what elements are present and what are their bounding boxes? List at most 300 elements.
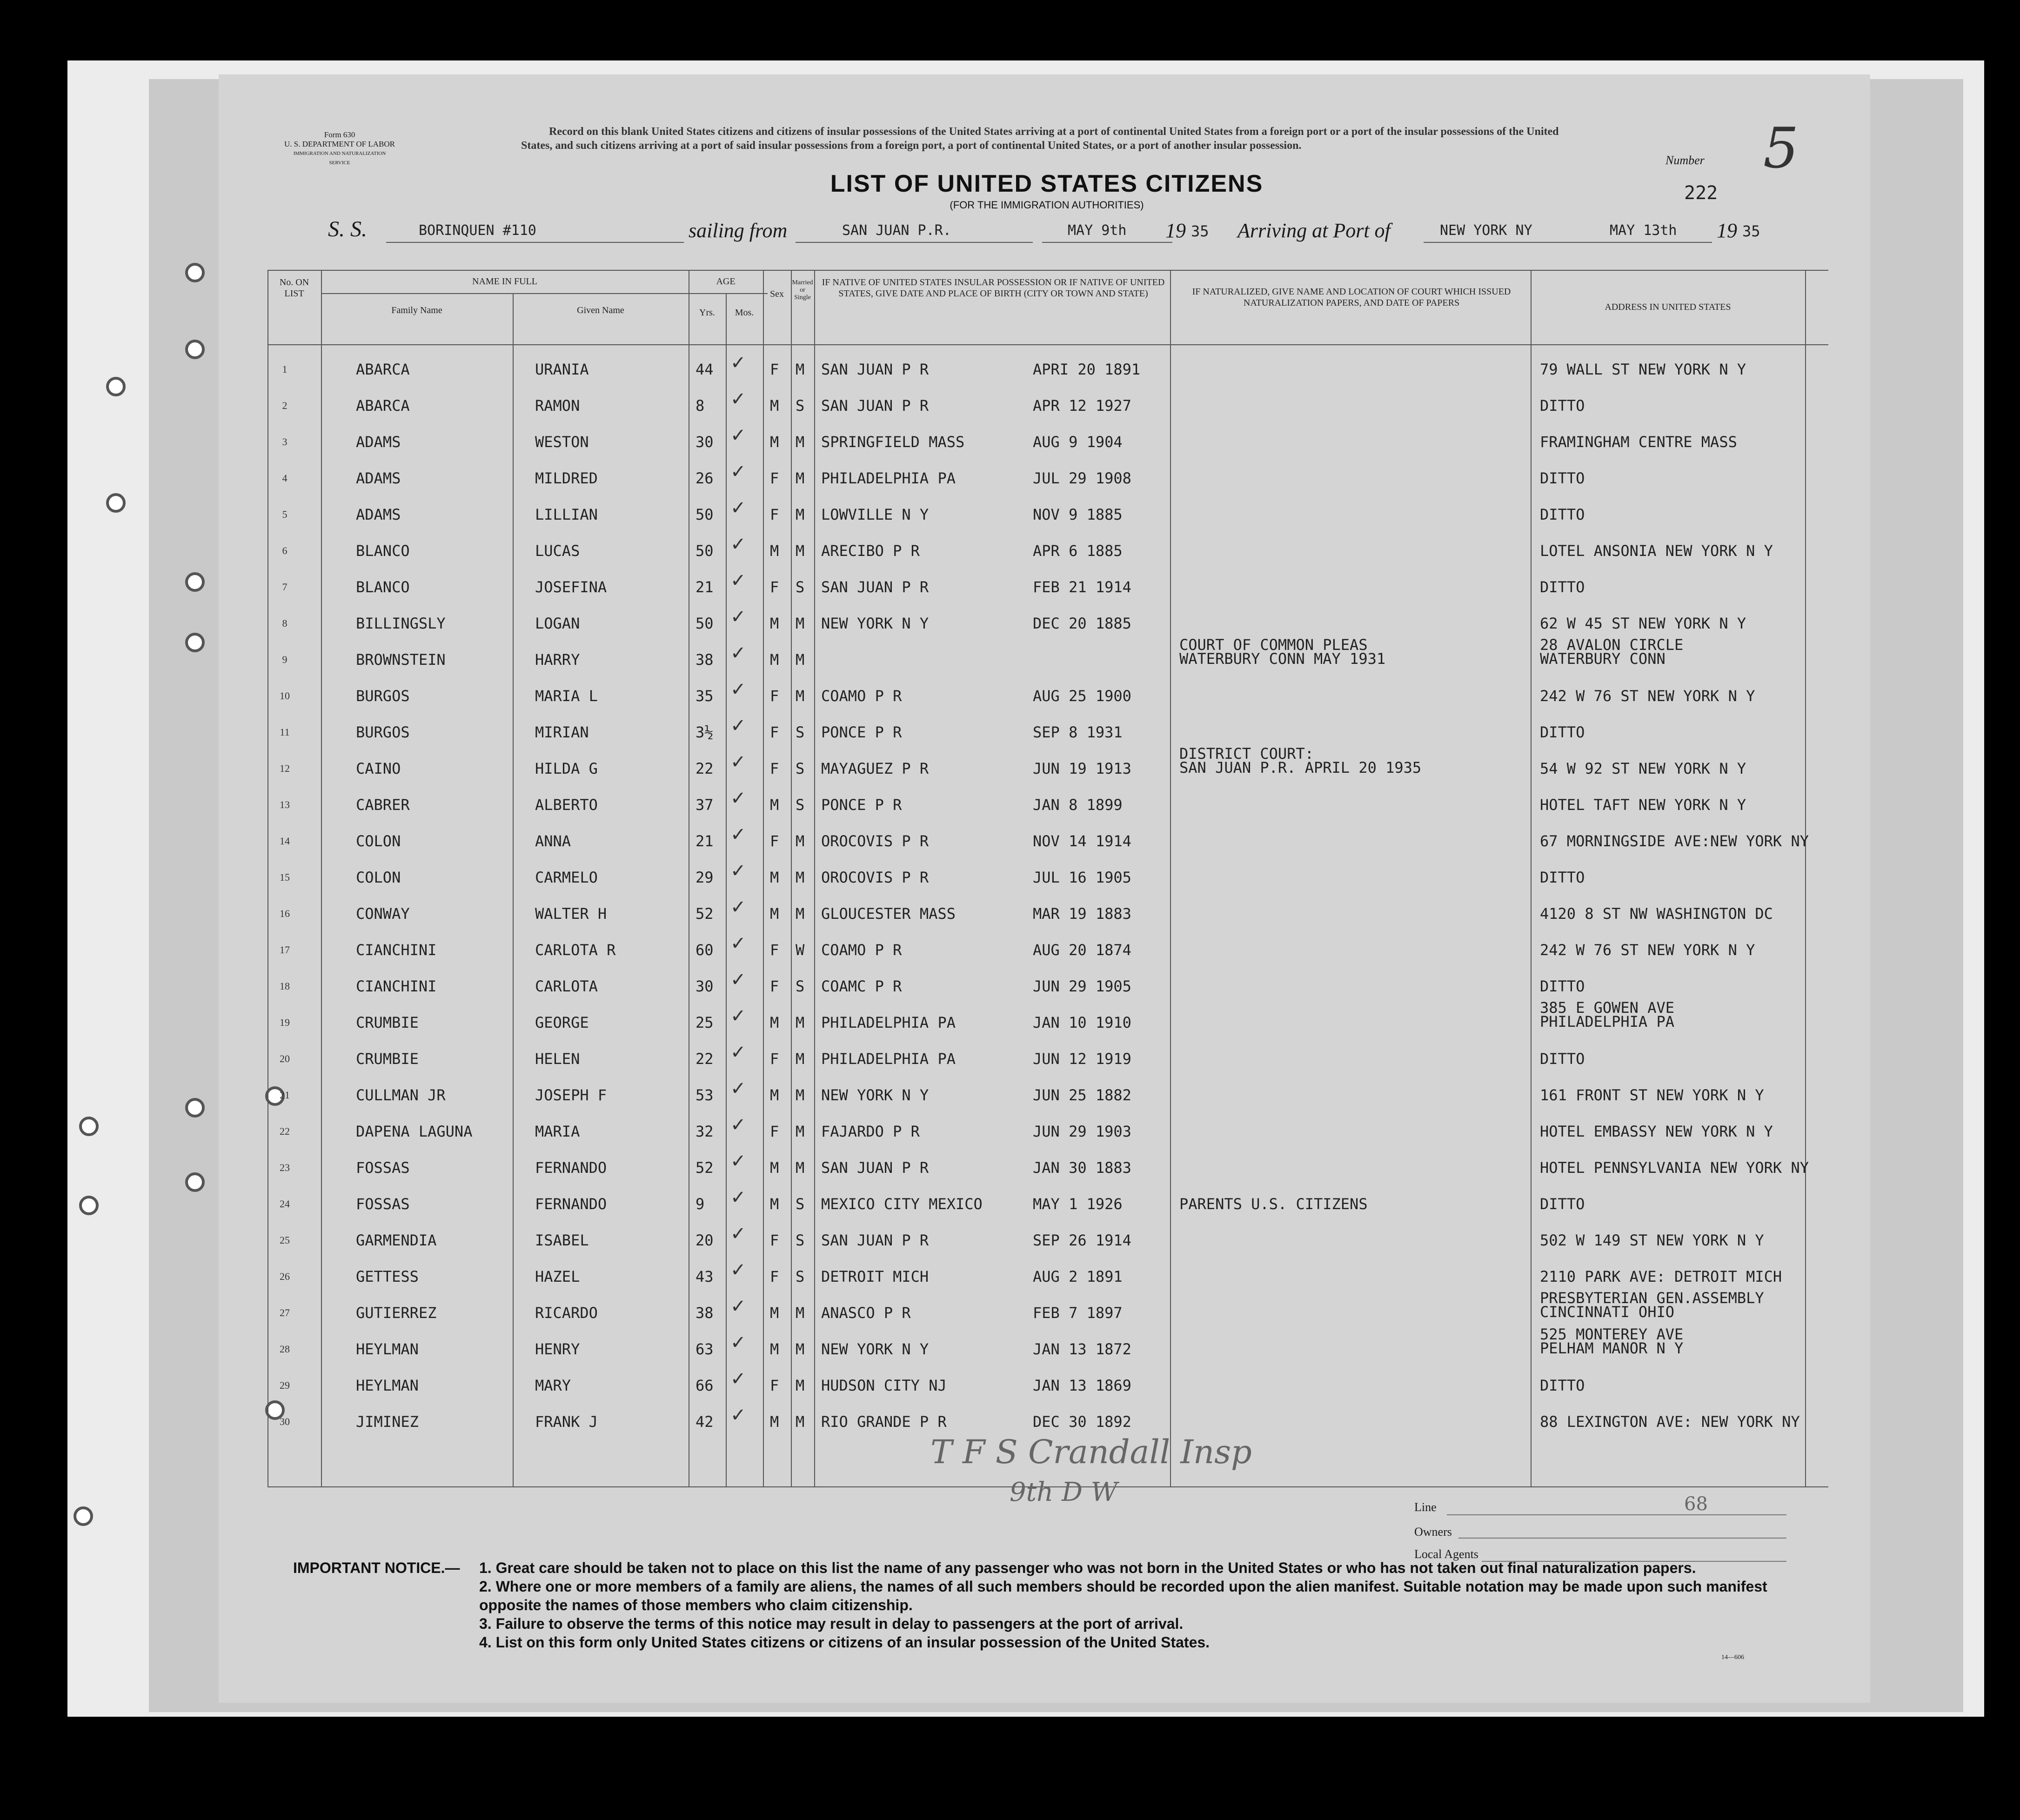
form-service: IMMIGRATION AND NATURALIZATION SERVICE [293, 151, 386, 166]
cell-family: ABARCA [356, 361, 410, 378]
cell-family: ADAMS [356, 433, 401, 451]
cell-date: JUN 29 1903 [1033, 1123, 1131, 1140]
cell-place: PONCE P R [821, 796, 902, 814]
cell-nat: DISTRICT COURT: [1179, 745, 1314, 763]
cell-ms: M [796, 687, 805, 705]
header-given-name: Given Name [577, 305, 624, 315]
cell-sex: F [770, 832, 779, 850]
form-number: Form 630 [324, 130, 355, 139]
notice-item: 2. Where one or more members of a family are aliens, the names of all such members should be recorded upon the alien manifest. Suitable notation may be made upon such manifest opposite the names of those members who claim citizenship. [479, 1578, 1767, 1613]
cell-ms: M [796, 469, 805, 487]
check-mark-icon: ✓ [730, 1223, 746, 1245]
cell-addr: DITTO [1540, 397, 1585, 415]
check-mark-icon: ✓ [730, 425, 746, 446]
row-number: 23 [280, 1162, 290, 1173]
header-yrs: Yrs. [699, 308, 715, 318]
cell-given: GEORGE [535, 1014, 589, 1031]
cell-place: NEW YORK N Y [821, 1086, 929, 1104]
cell-nat: COURT OF COMMON PLEAS [1179, 636, 1368, 654]
cell-sex: M [770, 651, 779, 669]
cell-addr: HOTEL EMBASSY NEW YORK N Y [1540, 1123, 1773, 1140]
cell-family: ADAMS [356, 469, 401, 487]
cell-family: CAINO [356, 760, 401, 777]
cell-sex: M [770, 1014, 779, 1031]
cell-place: PONCE P R [821, 723, 902, 741]
cell-place: MAYAGUEZ P R [821, 760, 929, 777]
cell-sex: F [770, 687, 779, 705]
cell-addr: 67 MORNINGSIDE AVE:NEW YORK NY [1540, 832, 1809, 850]
line-value: 68 [1684, 1493, 1708, 1515]
check-mark-icon: ✓ [730, 461, 746, 482]
cell-date: JAN 8 1899 [1033, 796, 1123, 814]
cell-sex: M [770, 615, 779, 632]
cell-given: HAZEL [535, 1268, 580, 1285]
cell-date: AUG 20 1874 [1033, 941, 1131, 959]
cell-given: WESTON [535, 433, 589, 451]
cell-given: CARLOTA [535, 977, 598, 995]
check-mark-icon: ✓ [730, 1078, 746, 1099]
cell-given: ANNA [535, 832, 571, 850]
cell-addr: 88 LEXINGTON AVE: NEW YORK NY [1540, 1413, 1800, 1431]
cell-sex: F [770, 1377, 779, 1394]
check-mark-icon: ✓ [730, 751, 746, 773]
cell-place: ANASCO P R [821, 1304, 911, 1322]
cell-addr: 54 W 92 ST NEW YORK N Y [1540, 760, 1746, 777]
cell-age: 37 [696, 796, 714, 814]
cell-addr: PRESBYTERIAN GEN.ASSEMBLY [1540, 1289, 1764, 1307]
cell-date: AUG 25 1900 [1033, 687, 1131, 705]
cell-sex: M [770, 397, 779, 415]
check-mark-icon: ✓ [730, 352, 746, 374]
binder-hole-icon [185, 340, 205, 359]
number-handwritten: 5 [1763, 116, 1799, 181]
check-mark-icon: ✓ [730, 933, 746, 954]
cell-age: 50 [696, 615, 714, 632]
row-number: 16 [280, 908, 290, 919]
cell-date: NOV 14 1914 [1033, 832, 1131, 850]
ship-name: BORINQUEN #110 [419, 222, 536, 239]
agents-label: Local Agents [1414, 1547, 1478, 1561]
cell-age: 52 [696, 905, 714, 923]
number-stamp: 222 [1684, 182, 1718, 204]
binder-hole-icon [185, 1098, 205, 1117]
arrival-port: NEW YORK NY [1440, 222, 1532, 239]
cell-place: SAN JUAN P R [821, 1159, 929, 1177]
cell-ms: S [796, 578, 805, 596]
cell-addr: 62 W 45 ST NEW YORK N Y [1540, 615, 1746, 632]
cell-family: BILLINGSLY [356, 615, 446, 632]
check-mark-icon: ✓ [730, 897, 746, 918]
cell-date: AUG 9 1904 [1033, 433, 1123, 451]
cell-sex: M [770, 796, 779, 814]
cell-date: JUN 19 1913 [1033, 760, 1131, 777]
header-sex: Sex [770, 289, 784, 299]
sailing-label: sailing from [689, 219, 788, 242]
record-instructions: Record on this blank United States citizens and citizens of insular possessions of the United States arriving at a port of continental United States from a foreign port or a port of the insular possessions of the United States, and such citizens arriving at a port of said insular possessions from a foreign port, a port of continental United States, or a port of another insular possession. [521, 126, 1559, 152]
cell-ms: M [796, 1086, 805, 1104]
cell-family: CIANCHINI [356, 941, 437, 959]
header-name-in-full: NAME IN FULL [472, 276, 537, 287]
row-number: 12 [280, 763, 290, 774]
check-mark-icon: ✓ [730, 1405, 746, 1426]
header-family-name: Family Name [391, 305, 442, 315]
check-mark-icon: ✓ [730, 1151, 746, 1172]
check-mark-icon: ✓ [730, 388, 746, 410]
cell-ms: S [796, 397, 805, 415]
cell-age: 26 [696, 469, 714, 487]
cell-sex: M [770, 1086, 779, 1104]
cell-given: MILDRED [535, 469, 598, 487]
row-number: 21 [280, 1089, 290, 1101]
check-mark-icon: ✓ [730, 1114, 746, 1136]
cell-date: DEC 30 1892 [1033, 1413, 1131, 1431]
cell-ms: S [796, 723, 805, 741]
row-number: 29 [280, 1379, 290, 1391]
cell-addr: DITTO [1540, 506, 1585, 523]
cell-ms: M [796, 615, 805, 632]
cell-given: JOSEPH F [535, 1086, 607, 1104]
cell-ms: M [796, 1159, 805, 1177]
cell-nat: PARENTS U.S. CITIZENS [1179, 1195, 1368, 1213]
cell-date: FEB 21 1914 [1033, 578, 1131, 596]
cell-place: LOWVILLE N Y [821, 506, 929, 523]
cell-date: JUL 16 1905 [1033, 869, 1131, 886]
cell-ms: S [796, 760, 805, 777]
cell-sex: M [770, 1304, 779, 1322]
cell-age: 42 [696, 1413, 714, 1431]
cell-sex: M [770, 905, 779, 923]
cell-place: SAN JUAN P R [821, 1231, 929, 1249]
check-mark-icon: ✓ [730, 606, 746, 628]
row-number: 1 [282, 363, 288, 375]
row-number: 5 [282, 509, 288, 520]
cell-sex: M [770, 1159, 779, 1177]
cell-given: HENRY [535, 1340, 580, 1358]
cell-sex: F [770, 760, 779, 777]
cell-addr: DITTO [1540, 1195, 1585, 1213]
row-number: 2 [282, 400, 288, 411]
cell-sex: F [770, 1050, 779, 1068]
cell-ms: M [796, 433, 805, 451]
cell-age: 21 [696, 578, 714, 596]
inspector-district: 9th D W [1010, 1477, 1118, 1507]
cell-given: FRANK J [535, 1413, 598, 1431]
cell-sex: F [770, 1268, 779, 1285]
cell-given: MARY [535, 1377, 571, 1394]
header-no: No. ON LIST [279, 277, 309, 299]
cell-family: COLON [356, 832, 401, 850]
cell-addr: 2110 PARK AVE: DETROIT MICH [1540, 1268, 1782, 1285]
cell-age: 38 [696, 1304, 714, 1322]
row-number: 28 [280, 1343, 290, 1355]
row-number: 22 [280, 1125, 290, 1137]
cell-addr: DITTO [1540, 977, 1585, 995]
cell-addr: 242 W 76 ST NEW YORK N Y [1540, 687, 1755, 705]
cell-family: CULLMAN JR [356, 1086, 446, 1104]
cell-age: 35 [696, 687, 714, 705]
cell-given: MARIA [535, 1123, 580, 1140]
check-mark-icon: ✓ [730, 534, 746, 555]
cell-age: 43 [696, 1268, 714, 1285]
cell-family: CABRER [356, 796, 410, 814]
row-number: 8 [282, 617, 288, 629]
cell-date: JUN 12 1919 [1033, 1050, 1131, 1068]
check-mark-icon: ✓ [730, 788, 746, 809]
cell-family: HEYLMAN [356, 1340, 419, 1358]
cell-nat-line2: WATERBURY CONN MAY 1931 [1179, 650, 1386, 668]
cell-given: LUCAS [535, 542, 580, 560]
sailing-from: SAN JUAN P.R. [842, 222, 951, 239]
cell-given: LOGAN [535, 615, 580, 632]
cell-addr-line2: WATERBURY CONN [1540, 650, 1665, 668]
cell-sex: M [770, 1340, 779, 1358]
row-number: 27 [280, 1307, 290, 1318]
cell-family: ADAMS [356, 506, 401, 523]
cell-sex: M [770, 869, 779, 886]
cell-date: SEP 26 1914 [1033, 1231, 1131, 1249]
cell-ms: M [796, 905, 805, 923]
notice-list [479, 1559, 1796, 1652]
cell-ms: S [796, 1268, 805, 1285]
cell-date: MAR 19 1883 [1033, 905, 1131, 923]
cell-age: 22 [696, 760, 714, 777]
cell-family: JIMINEZ [356, 1413, 419, 1431]
year-prefix-2: 19 [1717, 219, 1737, 242]
cell-age: 50 [696, 542, 714, 560]
cell-place: PHILADELPHIA PA [821, 1014, 956, 1031]
binder-hole-icon [185, 263, 205, 282]
check-mark-icon: ✓ [730, 969, 746, 990]
cell-sex: F [770, 723, 779, 741]
cell-addr: HOTEL TAFT NEW YORK N Y [1540, 796, 1746, 814]
row-number: 11 [280, 726, 290, 738]
cell-place: RIO GRANDE P R [821, 1413, 947, 1431]
check-mark-icon: ✓ [730, 679, 746, 700]
cell-age: 66 [696, 1377, 714, 1394]
cell-addr: 161 FRONT ST NEW YORK N Y [1540, 1086, 1764, 1104]
cell-family: BLANCO [356, 542, 410, 560]
cell-ms: M [796, 869, 805, 886]
line-label: Line [1414, 1500, 1437, 1514]
cell-place: NEW YORK N Y [821, 615, 929, 632]
cell-family: FOSSAS [356, 1159, 410, 1177]
cell-place: COAMC P R [821, 977, 902, 995]
cell-ms: M [796, 1413, 805, 1431]
cell-ms: M [796, 1123, 805, 1140]
cell-given: HILDA G [535, 760, 598, 777]
row-number: 20 [280, 1053, 290, 1064]
cell-sex: M [770, 542, 779, 560]
cell-addr: 28 AVALON CIRCLE [1540, 636, 1684, 654]
header-age: AGE [716, 276, 736, 287]
cell-given: JOSEFINA [535, 578, 607, 596]
cell-age: 3½ [696, 723, 714, 741]
cell-sex: M [770, 433, 779, 451]
cell-ms: M [796, 1050, 805, 1068]
cell-ms: W [796, 941, 805, 959]
cell-place: DETROIT MICH [821, 1268, 929, 1285]
cell-given: ISABEL [535, 1231, 589, 1249]
check-mark-icon: ✓ [730, 1368, 746, 1390]
arrival-date: MAY 13th [1610, 222, 1677, 239]
cell-place: FAJARDO P R [821, 1123, 920, 1140]
cell-family: GUTIERREZ [356, 1304, 437, 1322]
cell-age: 21 [696, 832, 714, 850]
check-mark-icon: ✓ [730, 1005, 746, 1027]
cell-addr: DITTO [1540, 1377, 1585, 1394]
cell-date: APR 6 1885 [1033, 542, 1123, 560]
cell-addr: 79 WALL ST NEW YORK N Y [1540, 361, 1746, 378]
binder-hole-icon [185, 633, 205, 652]
cell-given: CARMELO [535, 869, 598, 886]
cell-age: 20 [696, 1231, 714, 1249]
cell-sex: F [770, 977, 779, 995]
cell-age: 44 [696, 361, 714, 378]
header-mos: Mos. [735, 308, 754, 318]
check-mark-icon: ✓ [730, 824, 746, 845]
cell-ms: M [796, 832, 805, 850]
cell-ms: S [796, 796, 805, 814]
binder-hole-icon [185, 1172, 205, 1192]
cell-age: 25 [696, 1014, 714, 1031]
cell-place: GLOUCESTER MASS [821, 905, 956, 923]
cell-given: RICARDO [535, 1304, 598, 1322]
cell-age: 30 [696, 977, 714, 995]
cell-ms: M [796, 1304, 805, 1322]
cell-ms: S [796, 977, 805, 995]
cell-ms: M [796, 1377, 805, 1394]
cell-family: BURGOS [356, 687, 410, 705]
row-number: 19 [280, 1017, 290, 1028]
notice-item: 4. List on this form only United States citizens or citizens of an insular possession of the United States. [479, 1634, 1210, 1651]
cell-age: 8 [696, 397, 705, 415]
row-number: 3 [282, 436, 288, 448]
cell-age: 30 [696, 433, 714, 451]
cell-sex: F [770, 469, 779, 487]
binder-hole-icon [74, 1506, 93, 1526]
cell-addr: LOTEL ANSONIA NEW YORK N Y [1540, 542, 1773, 560]
arrival-year: 35 [1742, 222, 1760, 240]
cell-sex: F [770, 506, 779, 523]
cell-family: COLON [356, 869, 401, 886]
binder-hole-icon [79, 1117, 99, 1136]
cell-addr: DITTO [1540, 723, 1585, 741]
cell-family: HEYLMAN [356, 1377, 419, 1394]
binder-hole-icon [185, 572, 205, 592]
row-number: 4 [282, 472, 288, 484]
cell-place: OROCOVIS P R [821, 869, 929, 886]
cell-given: URANIA [535, 361, 589, 378]
cell-addr-line2: PHILADELPHIA PA [1540, 1013, 1674, 1030]
check-mark-icon: ✓ [730, 1042, 746, 1063]
cell-family: DAPENA LAGUNA [356, 1123, 473, 1140]
binder-hole-icon [106, 493, 126, 513]
cell-place: PHILADELPHIA PA [821, 469, 956, 487]
check-mark-icon: ✓ [730, 570, 746, 591]
cell-ms: M [796, 361, 805, 378]
cell-nat-line2: SAN JUAN P.R. APRIL 20 1935 [1179, 759, 1422, 776]
cell-age: 32 [696, 1123, 714, 1140]
cell-place: OROCOVIS P R [821, 832, 929, 850]
cell-sex: F [770, 941, 779, 959]
cell-age: 60 [696, 941, 714, 959]
binder-hole-icon [79, 1196, 99, 1215]
cell-addr: HOTEL PENNSYLVANIA NEW YORK NY [1540, 1159, 1809, 1177]
cell-place: COAMO P R [821, 687, 902, 705]
cell-addr: 502 W 149 ST NEW YORK N Y [1540, 1231, 1764, 1249]
cell-place: SAN JUAN P R [821, 397, 929, 415]
form-dept: U. S. DEPARTMENT OF LABOR [284, 140, 395, 148]
cell-date: NOV 9 1885 [1033, 506, 1123, 523]
cell-addr-line2: PELHAM MANOR N Y [1540, 1339, 1684, 1357]
arriving-label: Arriving at Port of [1237, 219, 1391, 242]
cell-place: COAMO P R [821, 941, 902, 959]
cell-ms: M [796, 651, 805, 669]
cell-addr: FRAMINGHAM CENTRE MASS [1540, 433, 1737, 451]
cell-sex: M [770, 1195, 779, 1213]
cell-sex: F [770, 361, 779, 378]
inspector-signature: T F S Crandall Insp [930, 1433, 1252, 1471]
page-subtitle: (FOR THE IMMIGRATION AUTHORITIES) [950, 199, 1144, 211]
ss-label: S. S. [328, 217, 367, 241]
cell-given: MIRIAN [535, 723, 589, 741]
cell-date: JUN 29 1905 [1033, 977, 1131, 995]
cell-date: JAN 13 1869 [1033, 1377, 1131, 1394]
cell-addr-line2: CINCINNATI OHIO [1540, 1303, 1674, 1321]
cell-addr: 4120 8 ST NW WASHINGTON DC [1540, 905, 1773, 923]
cell-given: WALTER H [535, 905, 607, 923]
row-number: 6 [282, 545, 288, 556]
bottom-code: 14—606 [1721, 1654, 1744, 1661]
cell-ms: M [796, 1014, 805, 1031]
cell-date: APR 12 1927 [1033, 397, 1131, 415]
cell-ms: M [796, 542, 805, 560]
row-number: 10 [280, 690, 290, 702]
page-title: LIST OF UNITED STATES CITIZENS [830, 170, 1264, 197]
cell-ms: S [796, 1231, 805, 1249]
row-number: 26 [280, 1271, 290, 1282]
binder-hole-icon [106, 377, 126, 396]
check-mark-icon: ✓ [730, 1187, 746, 1208]
header-naturalized: IF NATURALIZED, GIVE NAME AND LOCATION OF COURT WHICH ISSUED NATURALIZATION PAPERS, AND DATE OF PAPERS [1192, 287, 1511, 308]
notice-item: 3. Failure to observe the terms of this notice may result in delay to passengers at the port of arrival. [479, 1615, 1184, 1632]
row-number: 14 [280, 835, 290, 847]
cell-family: BROWNSTEIN [356, 651, 446, 669]
cell-ms: S [796, 1195, 805, 1213]
cell-date: JAN 10 1910 [1033, 1014, 1131, 1031]
row-number: 15 [280, 871, 290, 883]
cell-given: ALBERTO [535, 796, 598, 814]
cell-given: CARLOTA R [535, 941, 616, 959]
sail-date: MAY 9th [1068, 222, 1127, 239]
cell-addr: DITTO [1540, 469, 1585, 487]
cell-place: SAN JUAN P R [821, 578, 929, 596]
cell-place: ARECIBO P R [821, 542, 920, 560]
cell-age: 38 [696, 651, 714, 669]
cell-date: APRI 20 1891 [1033, 361, 1141, 378]
cell-family: BLANCO [356, 578, 410, 596]
cell-age: 50 [696, 506, 714, 523]
cell-place: NEW YORK N Y [821, 1340, 929, 1358]
cell-place: HUDSON CITY NJ [821, 1377, 947, 1394]
cell-given: HELEN [535, 1050, 580, 1068]
cell-age: 63 [696, 1340, 714, 1358]
cell-given: FERNANDO [535, 1159, 607, 1177]
cell-given: HARRY [535, 651, 580, 669]
cell-age: 9 [696, 1195, 705, 1213]
cell-date: AUG 2 1891 [1033, 1268, 1123, 1285]
row-number: 13 [280, 799, 290, 810]
